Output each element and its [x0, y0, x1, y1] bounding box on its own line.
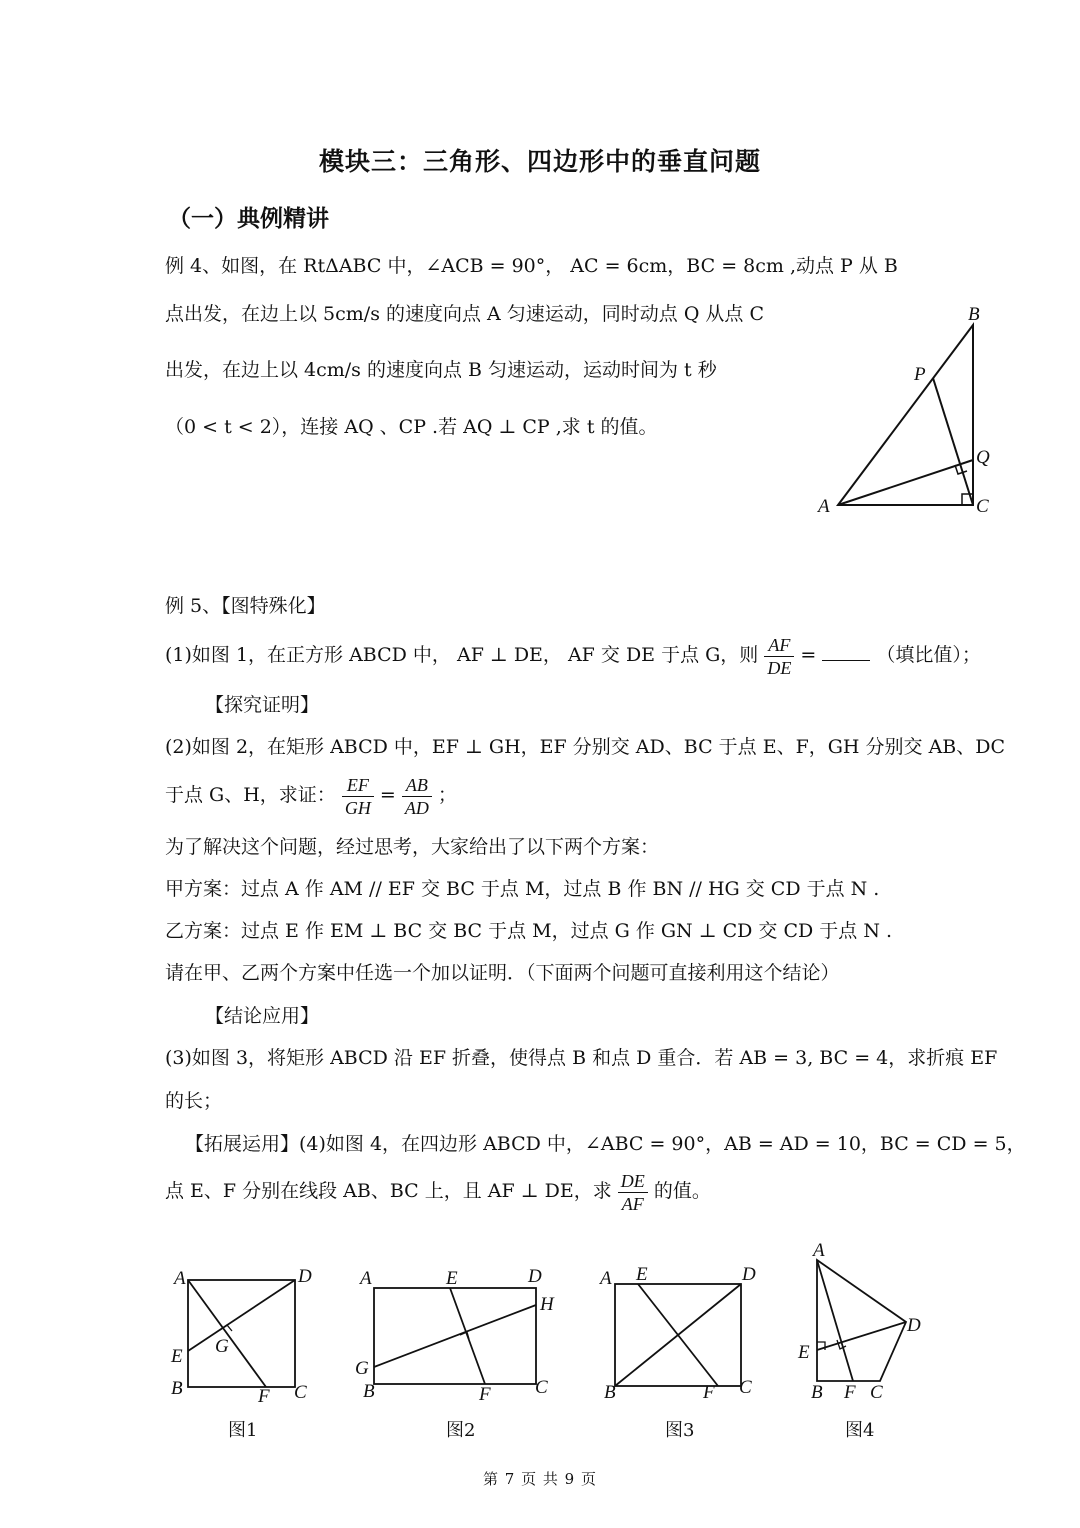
- f4-label-C: C: [870, 1382, 883, 1403]
- q2-fraction-left: [342, 774, 374, 819]
- label-Q: Q: [976, 447, 990, 468]
- figure-4-quadrilateral: [790, 1238, 940, 1408]
- f1-label-E: E: [171, 1346, 183, 1367]
- q1-fraction: [764, 634, 794, 679]
- figure-4-caption: 图4: [845, 1420, 875, 1441]
- plan-b: 乙方案：过点 E 作 EM ⊥ BC 交 BC 于点 M，过点 G 作 GN ⊥ CD 交 CD 于点 N .: [165, 920, 893, 942]
- page-footer: 第 7 页 共 9 页: [483, 1470, 597, 1488]
- q2-fraction-right: [402, 774, 432, 819]
- label-B: B: [968, 304, 980, 325]
- f2-label-G: G: [355, 1358, 369, 1379]
- q1-numerator: AF: [764, 634, 794, 657]
- section-heading: （一）典例精讲: [168, 205, 329, 232]
- f2-label-A: A: [360, 1268, 372, 1289]
- q1-text: (1)如图 1，在正方形 ABCD 中， AF ⊥ DE， AF 交 DE 于点 G，则: [165, 644, 759, 666]
- label-P: P: [914, 364, 926, 385]
- figure-1-caption: 图1: [228, 1420, 258, 1441]
- f1-label-D: D: [298, 1266, 312, 1287]
- page-title: 模块三：三角形、四边形中的垂直问题: [318, 147, 761, 176]
- figure-2-caption: 图2: [446, 1420, 476, 1441]
- ex5-heading: 例 5、【图特殊化】: [165, 595, 326, 617]
- f3-label-A: A: [600, 1268, 612, 1289]
- q4-denominator: AF: [621, 1193, 644, 1214]
- ex4-line-1: 例 4、如图，在 RtΔABC 中，∠ACB = 90°， AC = 6cm，BC = 8cm ,动点 P 从 B: [165, 255, 898, 277]
- f4-label-A: A: [813, 1240, 825, 1261]
- label-C: C: [976, 496, 989, 517]
- q1-post: （填比值）；: [876, 644, 981, 666]
- label-A: A: [818, 496, 830, 517]
- f2-label-E: E: [446, 1268, 458, 1289]
- f3-label-D: D: [742, 1264, 756, 1285]
- f1-label-A: A: [174, 1268, 186, 1289]
- q1-equals: =: [800, 644, 817, 666]
- f4-label-D: D: [907, 1315, 921, 1336]
- q2-post: ；: [437, 784, 457, 806]
- ex4-line-3: 出发，在边上以 4cm/s 的速度向点 B 匀速运动，运动时间为 t 秒: [165, 359, 717, 381]
- q1-answer-blank: [822, 642, 870, 661]
- ex5-q1: [165, 630, 981, 680]
- solution-intro: 为了解决这个问题，经过思考，大家给出了以下两个方案：: [165, 836, 660, 858]
- q2-text: 于点 G、H，求证：: [165, 784, 336, 806]
- figure-3-rectangle: [595, 1262, 770, 1407]
- f1-label-C: C: [294, 1382, 307, 1403]
- ex5-q3-line-1: (3)如图 3，将矩形 ABCD 沿 EF 折叠，使得点 B 和点 D 重合．若 AB = 3, BC = 4，求折痕 EF: [165, 1047, 998, 1069]
- q4-fraction: [618, 1170, 648, 1215]
- figure-1-square: [160, 1262, 320, 1407]
- ex4-line-2: 点出发，在边上以 5cm/s 的速度向点 A 匀速运动，同时动点 Q 从点 C: [165, 303, 765, 325]
- tag-explore-proof: 【探究证明】: [205, 694, 320, 716]
- q4-post: 的值。: [653, 1180, 711, 1202]
- f2-label-B: B: [363, 1381, 375, 1402]
- f4-label-F: F: [844, 1382, 856, 1403]
- f3-label-C: C: [739, 1377, 752, 1398]
- q2-numerator-right: AB: [402, 774, 432, 797]
- figure-2-rectangle: [350, 1262, 565, 1407]
- ex5-q4-line-2: [165, 1166, 711, 1216]
- f4-label-E: E: [798, 1342, 810, 1363]
- q1-denominator: DE: [767, 657, 792, 678]
- ex5-q2-line-1: (2)如图 2，在矩形 ABCD 中，EF ⊥ GH，EF 分别交 AD、BC 于点 E、F，GH 分别交 AB、DC: [165, 736, 1006, 758]
- f3-label-E: E: [636, 1264, 648, 1285]
- f2-label-F: F: [479, 1384, 491, 1405]
- q2-denominator-right: AD: [404, 797, 429, 818]
- q2-denominator-left: GH: [344, 797, 371, 818]
- f4-label-B: B: [811, 1382, 823, 1403]
- ex4-triangle-figure: [810, 298, 1010, 523]
- ex5-q3-line-2: 的长；: [165, 1090, 223, 1112]
- figure-3-caption: 图3: [665, 1420, 695, 1441]
- f1-label-B: B: [171, 1378, 183, 1399]
- ex5-q4-line-1: 【拓展运用】(4)如图 4，在四边形 ABCD 中，∠ABC = 90°，AB = AD = 10，BC = CD = 5，: [185, 1133, 1026, 1155]
- ex4-line-4: （0 < t < 2），连接 AQ 、CP .若 AQ ⊥ CP ,求 t 的值。: [165, 416, 658, 438]
- f1-label-F: F: [258, 1386, 270, 1407]
- q4-text: 点 E、F 分别在线段 AB、BC 上，且 AF ⊥ DE，求: [165, 1180, 612, 1202]
- tag-apply-conclusion: 【结论应用】: [205, 1005, 320, 1027]
- choose-plan: 请在甲、乙两个方案中任选一个加以证明．（下面两个问题可直接利用这个结论）: [165, 962, 840, 984]
- f3-label-F: F: [703, 1382, 715, 1403]
- f2-label-D: D: [528, 1266, 542, 1287]
- q4-numerator: DE: [618, 1170, 648, 1193]
- f1-label-G: G: [215, 1336, 229, 1357]
- q2-equals: =: [379, 784, 396, 806]
- q2-numerator-left: EF: [342, 774, 374, 797]
- plan-a: 甲方案：过点 A 作 AM // EF 交 BC 于点 M，过点 B 作 BN // HG 交 CD 于点 N .: [165, 878, 880, 900]
- ex5-q2-line-2: [165, 770, 457, 820]
- f2-label-H: H: [540, 1294, 554, 1315]
- f3-label-B: B: [604, 1382, 616, 1403]
- f2-label-C: C: [535, 1377, 548, 1398]
